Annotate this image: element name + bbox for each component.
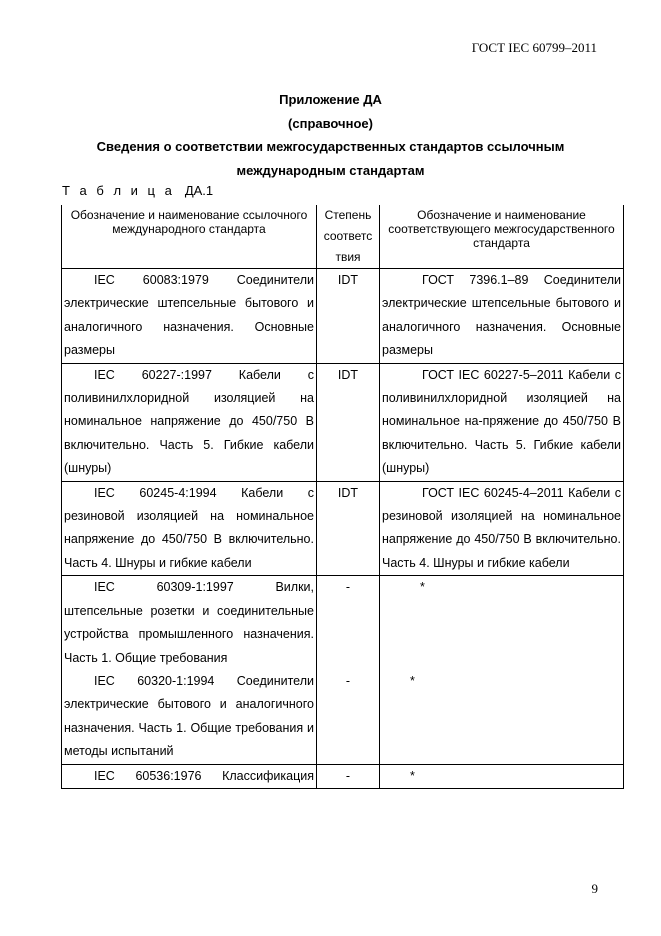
- national-standard-cell: *: [380, 764, 624, 788]
- table-header-row: [62, 205, 624, 269]
- table-row: [62, 363, 624, 481]
- degree-cell: IDT: [317, 363, 380, 481]
- document-standard-code: ГОСТ IEC 60799–2011: [471, 40, 597, 55]
- national-standard-cell: [380, 269, 624, 364]
- national-standard-text: ГОСТ IEC 60227-5–2011 Кабели с поливинилхлоридной изоляцией на номинальное на-пряжение до 450/750 В включительно. Часть 5. Гибкие кабели (шнуры): [382, 367, 621, 476]
- header-degree-line: соответс: [323, 229, 373, 243]
- appendix-subtitle: (справочное): [288, 116, 373, 131]
- degree-cell: -: [317, 576, 380, 670]
- header-degree-line: Степень: [324, 208, 372, 222]
- degree-cell: -: [317, 670, 380, 764]
- table-row: [62, 576, 624, 670]
- header-degree-line: твия: [335, 250, 361, 264]
- national-standard-cell: *: [380, 576, 624, 670]
- table-caption: [62, 183, 213, 198]
- table-row: [62, 670, 624, 764]
- header-degree-of-correspondence: [317, 205, 380, 269]
- national-standard-text: ГОСТ 7396.1–89 Соединители электрические штепсельные бытового и аналогичного назначения. Основные размеры: [382, 273, 621, 358]
- header-national-standard: Обозначение и наименование соответствующего межгосударственного стандарта: [380, 205, 624, 269]
- degree-cell: IDT: [317, 481, 380, 576]
- degree-cell: -: [317, 764, 380, 788]
- international-standard-cell: IEC 60309-1:1997 Вилки, штепсельные розетки и соединительные устройства промышленного назначения. Часть 1. Общие требования: [62, 576, 317, 670]
- header-international-standard: Обозначение и наименование ссылочного международного стандарта: [62, 205, 317, 269]
- appendix-heading-line-1: Сведения о соответствии межгосударственных стандартов ссылочным: [96, 139, 565, 154]
- international-standard-cell: IEC 60227-:1997 Кабели с поливинилхлоридной изоляцией на номинальное напряжение до 450/750 В включительно. Часть 5. Гибкие кабели (шнуры): [62, 363, 317, 481]
- national-standard-cell: [380, 481, 624, 576]
- table-row: [62, 481, 624, 576]
- correspondence-table: [61, 205, 624, 789]
- table-caption-number: ДА.1: [184, 183, 214, 198]
- table-caption-label: Т а б л и ц а: [62, 183, 175, 198]
- national-standard-text: ГОСТ IEC 60245-4–2011 Кабели с резиновой изоляцией на номинальное напряжение до 450/750 В включительно. Часть 4. Шнуры и гибкие кабели: [382, 485, 621, 570]
- international-standard-cell: IEC 60536:1976 Классификация: [62, 764, 317, 788]
- table-row: [62, 764, 624, 788]
- degree-cell: IDT: [317, 269, 380, 364]
- international-standard-cell: IEC 60245-4:1994 Кабели с резиновой изоляцией на номинальное напряжение до 450/750 В включительно. Часть 4. Шнуры и гибкие кабели: [62, 481, 317, 576]
- international-standard-cell: IEC 60083:1979 Соединители электрические штепсельные бытового и аналогичного назначения. Основные размеры: [62, 269, 317, 364]
- national-standard-cell: *: [380, 670, 624, 764]
- international-standard-cell: IEC 60320-1:1994 Соединители электрические бытового и аналогичного назначения. Часть 1. Общие требования и методы испытаний: [62, 670, 317, 764]
- appendix-heading-line-2: международным стандартам: [236, 163, 425, 178]
- table-row: [62, 269, 624, 364]
- page-number: 9: [591, 881, 598, 896]
- appendix-title: Приложение ДА: [279, 92, 382, 107]
- national-standard-cell: [380, 363, 624, 481]
